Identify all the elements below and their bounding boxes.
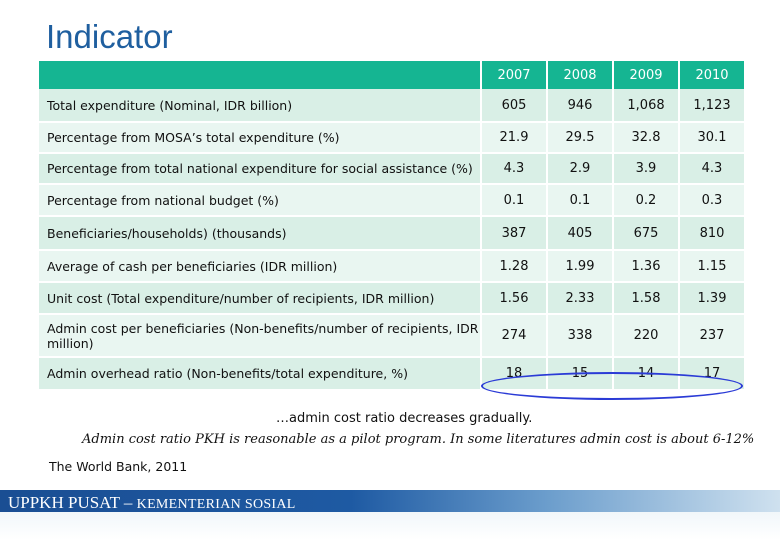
row-value: 220 xyxy=(613,314,679,357)
row-value: 387 xyxy=(481,216,547,250)
footer-ministry: KEMENTERIAN SOSIAL xyxy=(136,497,296,512)
row-value: 810 xyxy=(679,216,745,250)
footer-dash: – xyxy=(119,493,137,512)
highlight-ellipse xyxy=(481,372,743,400)
table-row xyxy=(39,216,745,250)
row-value: 1.36 xyxy=(613,250,679,282)
table-row xyxy=(39,89,745,122)
footer-org: UPPKH PUSAT xyxy=(8,493,120,512)
page-title: Indicator xyxy=(46,18,173,55)
year-header: 2007 xyxy=(481,61,547,89)
row-label: Average of cash per beneficiaries (IDR million) xyxy=(39,250,481,282)
row-value: 32.8 xyxy=(613,122,679,153)
row-label: Unit cost (Total expenditure/number of recipients, IDR million) xyxy=(39,282,481,314)
row-value: 4.3 xyxy=(679,153,745,184)
row-value: 675 xyxy=(613,216,679,250)
row-value: 1.28 xyxy=(481,250,547,282)
row-value: 21.9 xyxy=(481,122,547,153)
row-value: 338 xyxy=(547,314,613,357)
footer-banner xyxy=(0,490,780,540)
row-value: 29.5 xyxy=(547,122,613,153)
table-row xyxy=(39,153,745,184)
row-label: Percentage from national budget (%) xyxy=(39,184,481,216)
row-label: Total expenditure (Nominal, IDR billion) xyxy=(39,89,481,122)
row-label: Admin cost per beneficiaries (Non-benefits/number of recipients, IDR million) xyxy=(39,314,481,357)
row-value: 274 xyxy=(481,314,547,357)
row-value: 1.58 xyxy=(613,282,679,314)
row-value: 1.39 xyxy=(679,282,745,314)
row-value: 1,123 xyxy=(679,89,745,122)
row-value: 0.3 xyxy=(679,184,745,216)
row-value: 1.99 xyxy=(547,250,613,282)
note-admin-cost-comment: Admin cost ratio PKH is reasonable as a pilot program. In some literatures admin cost is about 6-12% xyxy=(82,432,755,447)
row-value: 14 xyxy=(613,357,679,390)
row-label: Admin overhead ratio (Non-benefits/total expenditure, %) xyxy=(39,357,481,390)
row-value: 0.2 xyxy=(613,184,679,216)
indicator-table xyxy=(39,61,746,391)
row-label: Percentage from total national expenditure for social assistance (%) xyxy=(39,153,481,184)
row-value: 237 xyxy=(679,314,745,357)
row-value: 4.3 xyxy=(481,153,547,184)
source-citation: The World Bank, 2011 xyxy=(49,459,188,474)
row-value: 0.1 xyxy=(547,184,613,216)
table-row xyxy=(39,314,745,357)
table-row xyxy=(39,122,745,153)
year-header: 2010 xyxy=(679,61,745,89)
row-value: 17 xyxy=(679,357,745,390)
row-label: Percentage from MOSA’s total expenditure (%) xyxy=(39,122,481,153)
row-value: 15 xyxy=(547,357,613,390)
row-value: 2.9 xyxy=(547,153,613,184)
year-header: 2009 xyxy=(613,61,679,89)
year-header: 2008 xyxy=(547,61,613,89)
table-header-row xyxy=(39,61,745,89)
note-admin-ratio: …admin cost ratio decreases gradually. xyxy=(276,411,533,426)
row-value: 1.15 xyxy=(679,250,745,282)
row-value: 946 xyxy=(547,89,613,122)
row-value: 18 xyxy=(481,357,547,390)
row-value: 2.33 xyxy=(547,282,613,314)
table-row xyxy=(39,184,745,216)
row-label: Beneficiaries/households) (thousands) xyxy=(39,216,481,250)
row-value: 0.1 xyxy=(481,184,547,216)
header-blank-cell xyxy=(39,61,481,89)
row-value: 605 xyxy=(481,89,547,122)
table-row xyxy=(39,282,745,314)
row-value: 1.56 xyxy=(481,282,547,314)
row-value: 1,068 xyxy=(613,89,679,122)
row-value: 30.1 xyxy=(679,122,745,153)
row-value: 3.9 xyxy=(613,153,679,184)
table-row xyxy=(39,250,745,282)
row-value: 405 xyxy=(547,216,613,250)
footer-text xyxy=(8,493,296,513)
